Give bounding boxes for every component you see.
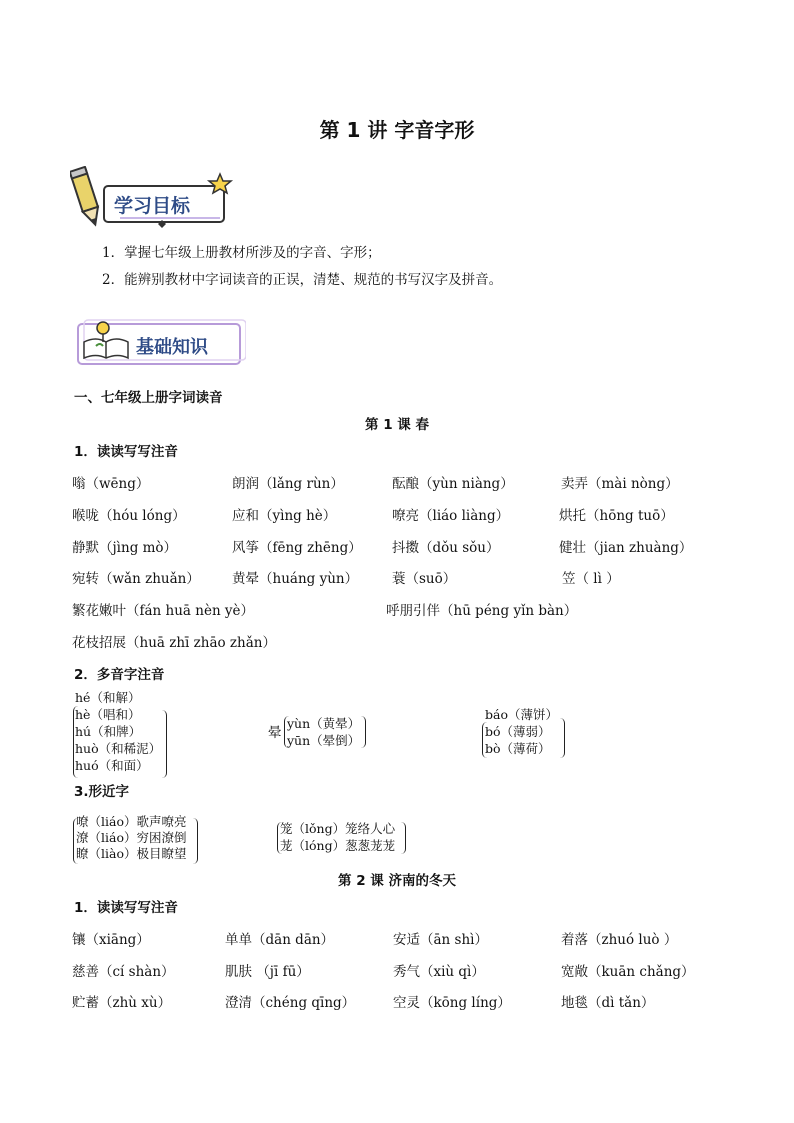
word-entry: 着落（zhuó luò ） [561, 932, 678, 948]
word-entry: 蓑（suō） [392, 571, 457, 587]
basic-knowledge-heading: 基础知识 [136, 337, 208, 358]
word-entry: 镶（xiāng） [72, 932, 150, 948]
word-entry: 黄晕（huáng yùn） [232, 571, 359, 587]
brace [400, 822, 406, 854]
word-entry: 单单（dān dān） [225, 932, 335, 948]
word-entry: 笠（ lì ） [562, 571, 620, 587]
learning-goals-banner [70, 166, 240, 236]
poly-entry: huó（和面） [75, 758, 149, 773]
word-entry: 朗润（lǎng rùn） [232, 476, 344, 492]
lesson-2-sub-1: 1．读读写写注音 [74, 900, 178, 916]
word-entry: 呼朋引伴（hū péng yǐn bàn） [386, 603, 578, 619]
word-entry: 秀气（xiù qì） [393, 964, 485, 980]
lesson-1-sub-1: 1．读读写写注音 [74, 444, 178, 460]
word-entry: 安适（ān shì） [393, 932, 488, 948]
word-entry: 应和（yìng hè） [232, 508, 337, 524]
lesson-1-sub-2: 2．多音字注音 [74, 667, 165, 683]
word-entry: 嘹亮（liáo liàng） [392, 508, 510, 524]
word-entry: 宛转（wǎn zhuǎn） [72, 571, 200, 587]
poly-entry: huò（和稀泥） [75, 741, 162, 756]
poly-entry: hú（和牌） [75, 724, 142, 739]
word-entry: 澄清（chéng qīng） [225, 995, 356, 1011]
brace [360, 716, 366, 748]
lesson-1-sub-3: 3.形近字 [74, 784, 130, 800]
poly-entry: bò（薄荷） [485, 741, 551, 756]
section-heading: 一、七年级上册字词读音 [74, 390, 223, 406]
poly-entry: hè（唱和） [75, 707, 141, 722]
similar-entry: 笼（lǒng）笼络人心 [280, 821, 396, 836]
word-entry: 贮蓄（zhù xù） [72, 995, 172, 1011]
word-entry: 酝酿（yùn niàng） [392, 476, 514, 492]
word-entry: 卖弄（mài nòng） [561, 476, 679, 492]
similar-entry: 茏（lóng）葱葱茏茏 [280, 838, 396, 853]
word-entry: 静默（jìng mò） [72, 540, 178, 556]
brace [559, 718, 565, 758]
word-entry: 地毯（dì tǎn） [561, 995, 655, 1011]
word-entry: 宽敞（kuān chǎng） [561, 964, 695, 980]
similar-entry: 嘹（liáo）歌声嘹亮 [76, 814, 187, 829]
poly-entry: bó（薄弱） [485, 724, 551, 739]
goal-2: 2．能辨别教材中字词读音的正误，清楚、规范的书写汉字及拼音。 [102, 272, 503, 288]
word-entry: 抖擞（dǒu sǒu） [392, 540, 500, 556]
similar-entry: 瞭（liào）极目瞭望 [76, 846, 187, 861]
word-entry: 肌肤 （jī fū） [225, 964, 310, 980]
poly-entry: yūn（晕倒） [287, 733, 361, 748]
word-entry: 风筝（fēng zhēng） [232, 540, 362, 556]
word-entry: 烘托（hōng tuō） [559, 508, 674, 524]
poly-entry: báo（薄饼） [485, 707, 558, 722]
basic-knowledge-banner [74, 318, 246, 372]
lesson-2-title: 第 2 课 济南的冬天 [338, 873, 456, 889]
word-entry: 慈善（cí shàn） [72, 964, 175, 980]
lesson-1-title: 第 1 课 春 [365, 417, 429, 433]
word-entry: 健壮（jian zhuàng） [559, 540, 693, 556]
similar-entry: 潦（liáo）穷困潦倒 [76, 830, 187, 845]
poly-entry: yùn（黄晕） [287, 716, 361, 731]
poly-char: 晕 [268, 725, 282, 741]
word-entry: 繁花嫩叶（fán huā nèn yè） [72, 603, 255, 619]
poly-entry: hé（和解） [75, 690, 141, 705]
word-entry: 空灵（kōng líng） [393, 995, 511, 1011]
goal-1: 1．掌握七年级上册教材所涉及的字音、字形； [102, 245, 381, 261]
word-entry: 喉咙（hóu lóng） [72, 508, 186, 524]
brace [192, 818, 198, 864]
word-entry: 花枝招展（huā zhī zhāo zhǎn） [72, 635, 276, 651]
page-title: 第 1 讲 字音字形 [319, 118, 475, 142]
learning-goals-heading: 学习目标 [114, 195, 191, 217]
word-entry: 嗡（wēng） [72, 476, 150, 492]
